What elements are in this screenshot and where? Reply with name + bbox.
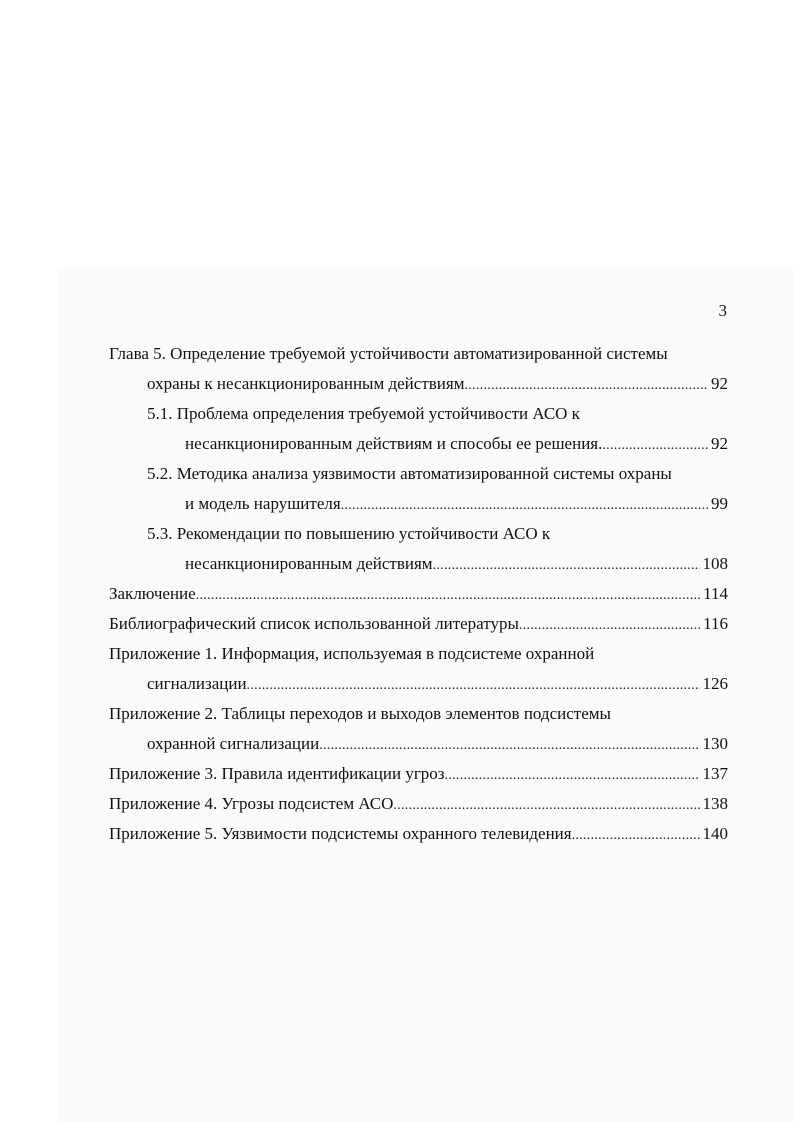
toc-entry-text-line: Приложение 5. Уязвимости подсистемы охранного телевидения — [109, 824, 572, 843]
toc-entry-appendix-4[interactable] — [109, 789, 728, 819]
toc-entry-text-line: Заключение — [109, 584, 196, 603]
toc-entry-text-line: охраны к несанкционированным действиям — [147, 374, 465, 393]
dot-leader — [464, 369, 708, 399]
toc-entry-last-line — [109, 729, 728, 759]
toc-entry-last-line — [109, 609, 728, 639]
toc-entry-bibliography[interactable] — [109, 609, 728, 639]
toc-entry-last-line — [109, 759, 728, 789]
toc-entry-chapter-5[interactable] — [109, 339, 728, 399]
page-number: 3 — [718, 301, 727, 320]
toc-entry-text-line: Приложение 2. Таблицы переходов и выходов элементов подсистемы — [109, 704, 611, 723]
toc-entry-last-line — [109, 369, 728, 399]
toc-entry-appendix-2[interactable] — [109, 699, 728, 759]
dot-leader — [319, 729, 699, 759]
toc-entry-text-line: сигнализации — [147, 674, 247, 693]
toc-entry-text-line: 5.1. Проблема определения требуемой устойчивости АСО к — [147, 404, 580, 423]
toc-page-number: 116 — [703, 614, 728, 633]
toc-entry-conclusion[interactable] — [109, 579, 728, 609]
toc-entry-text-line: Глава 5. Определение требуемой устойчивости автоматизированной системы — [109, 344, 668, 363]
toc-page-number: 99 — [711, 494, 728, 513]
toc-page-number: 126 — [702, 674, 728, 693]
dot-leader — [393, 789, 699, 819]
toc-entry-text-line: Приложение 4. Угрозы подсистем АСО — [109, 794, 394, 813]
toc-entry-text-line: Приложение 3. Правила идентификации угроз — [109, 764, 445, 783]
dot-leader — [445, 759, 700, 789]
toc-page-number: 130 — [702, 734, 728, 753]
toc-entry-last-line — [109, 549, 728, 579]
toc-entry-last-line — [109, 579, 728, 609]
toc-entry-text-line: несанкционированным действиям — [185, 554, 433, 573]
toc-page-number: 92 — [711, 374, 728, 393]
toc-entry-last-line — [109, 789, 728, 819]
toc-entry-text-line: Библиографический список использованной литературы — [109, 614, 519, 633]
toc-entry-last-line — [109, 669, 728, 699]
toc-entry-appendix-5[interactable] — [109, 819, 728, 849]
toc-entry-text-line: охранной сигнализации — [147, 734, 320, 753]
toc-entry-section-5-2[interactable] — [109, 459, 728, 519]
toc-entry-text-line: и модель нарушителя — [185, 494, 341, 513]
toc-page-number: 140 — [702, 824, 728, 843]
toc-entry-section-5-3[interactable] — [109, 519, 728, 579]
toc-entry-text-line: Приложение 1. Информация, используемая в подсистеме охранной — [109, 644, 595, 663]
dot-leader — [341, 489, 708, 519]
toc-entry-last-line — [109, 819, 728, 849]
dot-leader — [433, 549, 700, 579]
toc-entry-text-line: 5.2. Методика анализа уязвимости автоматизированной системы охраны — [147, 464, 672, 483]
table-of-contents — [109, 339, 728, 849]
dot-leader — [247, 669, 700, 699]
toc-entry-section-5-1[interactable] — [109, 399, 728, 459]
toc-entry-last-line — [109, 429, 728, 459]
toc-page-number: 92 — [711, 434, 728, 453]
dot-leader — [519, 609, 700, 639]
toc-entry-appendix-1[interactable] — [109, 639, 728, 699]
toc-page-number: 114 — [703, 584, 728, 603]
toc-entry-text-line: несанкционированным действиям и способы ее решения. — [185, 434, 603, 453]
toc-page-number: 137 — [702, 764, 728, 783]
toc-entry-last-line — [109, 489, 728, 519]
toc-page-number: 108 — [702, 554, 728, 573]
toc-entry-appendix-3[interactable] — [109, 759, 728, 789]
dot-leader — [572, 819, 700, 849]
dot-leader — [602, 429, 708, 459]
toc-entry-text-line: 5.3. Рекомендации по повышению устойчивости АСО к — [147, 524, 551, 543]
dot-leader — [196, 579, 700, 609]
toc-page-number: 138 — [702, 794, 728, 813]
